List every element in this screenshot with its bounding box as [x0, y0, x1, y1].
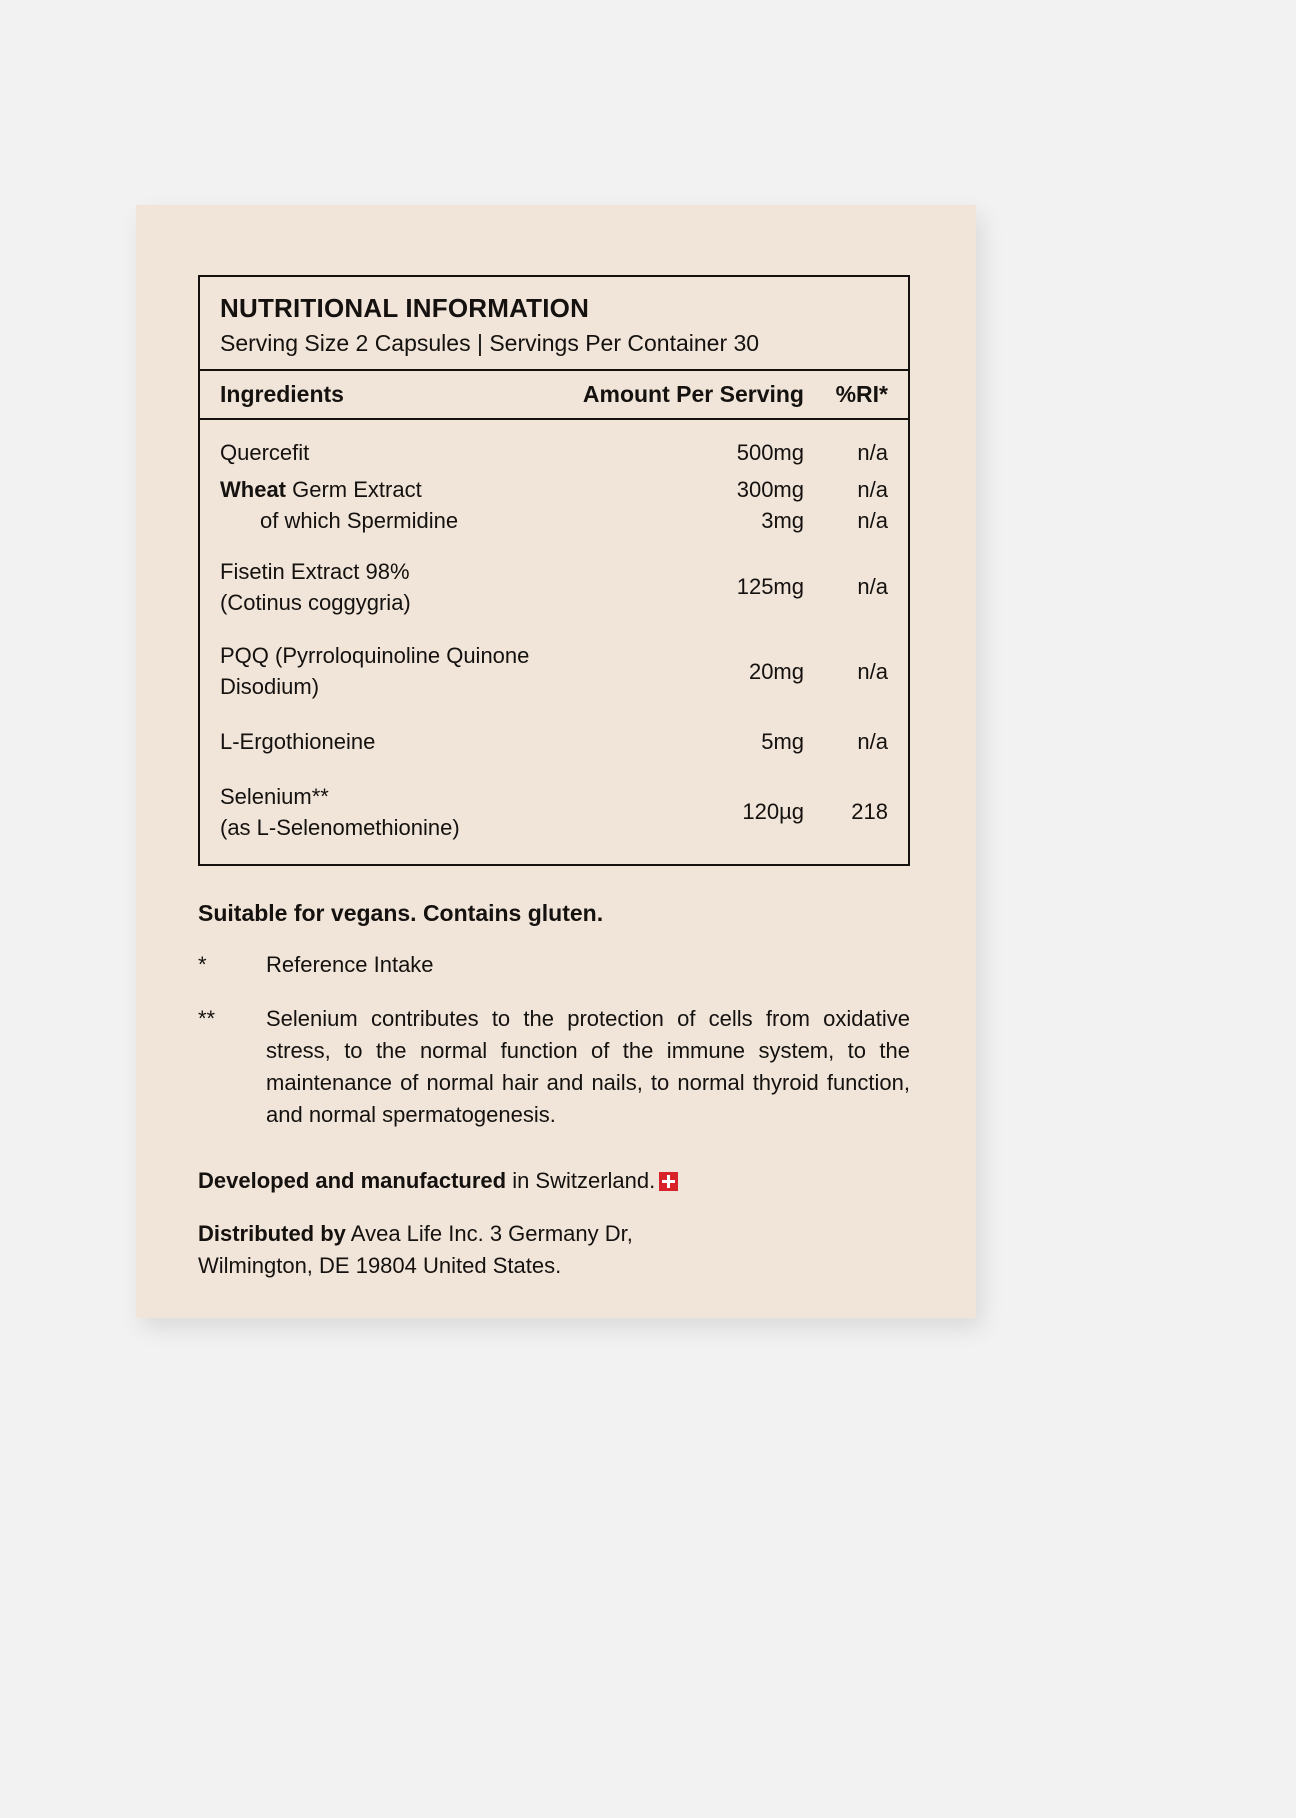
footnote-text: Reference Intake: [266, 952, 434, 978]
ingredient-name: of which Spermidine: [260, 508, 459, 534]
ingredient-amount: 300mg: [736, 477, 804, 503]
footnote-text: Selenium contributes to the protection of cells from oxidative stress, to the normal function of the immune system, to the maintenance of normal hair and nails, to normal thyroid function, and normal spermatogenesis.: [266, 1006, 910, 1127]
ingredient-name-secondary: Disodium): [220, 674, 320, 700]
ingredient-ri: n/a: [857, 574, 888, 600]
column-header-ri: %RI*: [835, 381, 888, 408]
table-row: [220, 430, 888, 474]
footnote-marker: **: [198, 1006, 216, 1031]
ingredient-ri: n/a: [857, 439, 888, 465]
ingredient-amount: 5mg: [761, 729, 804, 755]
ingredient-amount: 500mg: [736, 439, 804, 465]
page-title: NUTRITIONAL INFORMATION: [220, 293, 590, 323]
table-row: [220, 637, 888, 705]
ingredient-name-secondary: (as L-Selenomethionine): [220, 814, 460, 840]
column-header-ingredients: Ingredients: [220, 381, 344, 408]
table-row: [220, 474, 888, 505]
label-panel: [136, 205, 976, 1318]
table-column-headers: [200, 371, 908, 420]
distributor-line: [198, 1218, 910, 1282]
ingredient-name: Germ Extract: [286, 477, 422, 503]
ingredient-name-secondary: (Cotinus coggygria): [220, 589, 411, 615]
ingredient-name: PQQ (Pyrroloquinoline Quinone: [220, 643, 530, 669]
ingredient-name: L-Ergothioneine: [220, 729, 376, 755]
distributor-address-line1: Avea Life Inc. 3 Germany Dr,: [345, 1221, 633, 1247]
ingredient-ri: 218: [851, 799, 888, 825]
column-header-amount: Amount Per Serving: [582, 381, 804, 408]
swiss-flag-icon: [659, 1172, 678, 1191]
ingredient-amount: 125mg: [736, 574, 804, 600]
vegan-gluten-note: Suitable for vegans. Contains gluten.: [198, 900, 604, 927]
ingredient-ri: n/a: [857, 729, 888, 755]
table-row: [220, 553, 888, 621]
manufactured-text: in Switzerland.: [506, 1167, 656, 1193]
ingredient-name: Selenium**: [220, 783, 329, 809]
ingredient-amount: 20mg: [748, 658, 804, 684]
nutrition-header: [200, 277, 908, 371]
table-body: [200, 420, 908, 864]
ingredient-name: Fisetin Extract 98%: [220, 558, 410, 584]
nutrition-facts-table: [198, 275, 910, 866]
ingredient-name: Quercefit: [220, 439, 310, 465]
ingredient-ri: n/a: [857, 477, 888, 503]
footnote-marker: *: [198, 952, 207, 978]
ingredient-ri: n/a: [857, 508, 888, 534]
table-row: [220, 720, 888, 764]
ingredient-amount: 3mg: [761, 508, 804, 534]
label-content: [198, 275, 910, 1282]
ingredient-name-bold: Wheat: [220, 477, 286, 503]
manufactured-line: [198, 1165, 910, 1197]
ingredient-ri: n/a: [857, 658, 888, 684]
serving-info: Serving Size 2 Capsules | Servings Per Container 30: [220, 330, 760, 357]
footnote-reference-intake: [198, 949, 910, 981]
ingredient-amount: 120µg: [742, 799, 804, 825]
distributed-label: Distributed by: [198, 1221, 346, 1247]
footnote-selenium: [198, 1003, 910, 1131]
distributor-address-line2: Wilmington, DE 19804 United States.: [198, 1253, 562, 1279]
table-row: [220, 505, 888, 536]
manufactured-label: Developed and manufactured: [198, 1167, 507, 1193]
table-row: [220, 778, 888, 846]
